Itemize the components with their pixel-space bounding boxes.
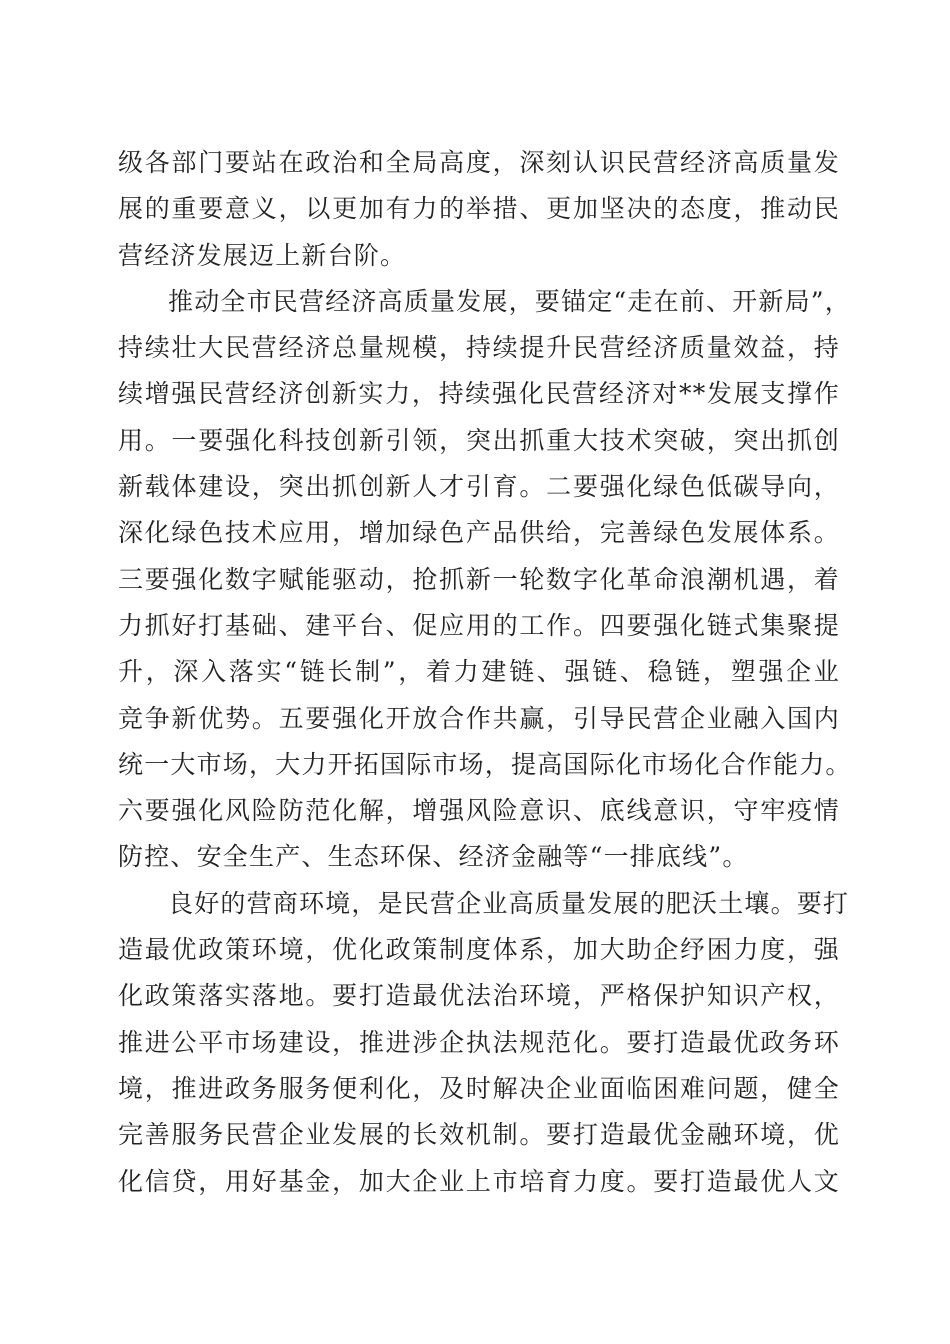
paragraph-line: 续增强民营经济创新实力，持续强化民营经济对**发展支撑作: [118, 379, 840, 409]
paragraph-line: 展的重要意义，以更加有力的举措、更加坚决的态度，推动民: [118, 194, 840, 224]
paragraph-line: 用。一要强化科技创新引领，突出抓重大技术突破，突出抓创: [118, 425, 840, 455]
paragraph-line: 持续壮大民营经济总量规模，持续提升民营经济质量效益，持: [118, 333, 840, 363]
paragraph-line: 级各部门要站在政治和全局高度，深刻认识民营经济高质量发: [118, 148, 840, 177]
paragraph-line: 力抓好打基础、建平台、促应用的工作。四要强化链式集聚提: [118, 610, 840, 640]
paragraph-line: 统一大市场，大力开拓国际市场，提高国际化市场化合作能力。: [118, 749, 852, 779]
paragraph-3: [118, 881, 850, 1205]
paragraph-line: 化信贷，用好基金，加大企业上市培育力度。要打造最优人文: [118, 1166, 840, 1196]
paragraph-line: 竞争新优势。五要强化开放合作共赢，引导民营企业融入国内: [118, 703, 840, 733]
paragraph-line: 良好的营商环境，是民营企业高质量发展的肥沃土壤。要打: [168, 888, 850, 918]
paragraph-1: [118, 140, 840, 279]
paragraph-2: [118, 279, 852, 881]
paragraph-line: 新载体建设，突出抓创新人才引育。二要强化绿色低碳导向，: [118, 472, 840, 502]
paragraph-line: 六要强化风险防范化解，增强风险意识、底线意识，守牢疫情: [118, 796, 840, 826]
paragraph-line: 完善服务民营企业发展的长效机制。要打造最优金融环境，优: [118, 1120, 840, 1150]
paragraph-line: 推动全市民营经济高质量发展，要锚定“走在前、开新局”，: [168, 286, 851, 316]
paragraph-line: 化政策落实落地。要打造最优法治环境，严格保护知识产权，: [118, 981, 840, 1011]
paragraph-line: 营经济发展迈上新台阶。: [118, 240, 407, 270]
paragraph-line: 境，推进政务服务便利化，及时解决企业面临困难问题，健全: [118, 1073, 840, 1103]
paragraph-line: 推进公平市场建设，推进涉企执法规范化。要打造最优政务环: [118, 1027, 840, 1057]
paragraph-line: 三要强化数字赋能驱动，抢抓新一轮数字化革命浪潮机遇，着: [118, 564, 840, 594]
paragraph-line: 防控、安全生产、生态环保、经济金融等“一排底线”。: [118, 842, 749, 872]
paragraph-line: 升，深入落实“链长制”，着力建链、强链、稳链，塑强企业: [118, 657, 840, 687]
document-body: [118, 140, 852, 1205]
paragraph-line: 深化绿色技术应用，增加绿色产品供给，完善绿色发展体系。: [118, 518, 840, 548]
paragraph-line: 造最优政策环境，优化政策制度体系，加大助企纾困力度，强: [118, 935, 840, 965]
